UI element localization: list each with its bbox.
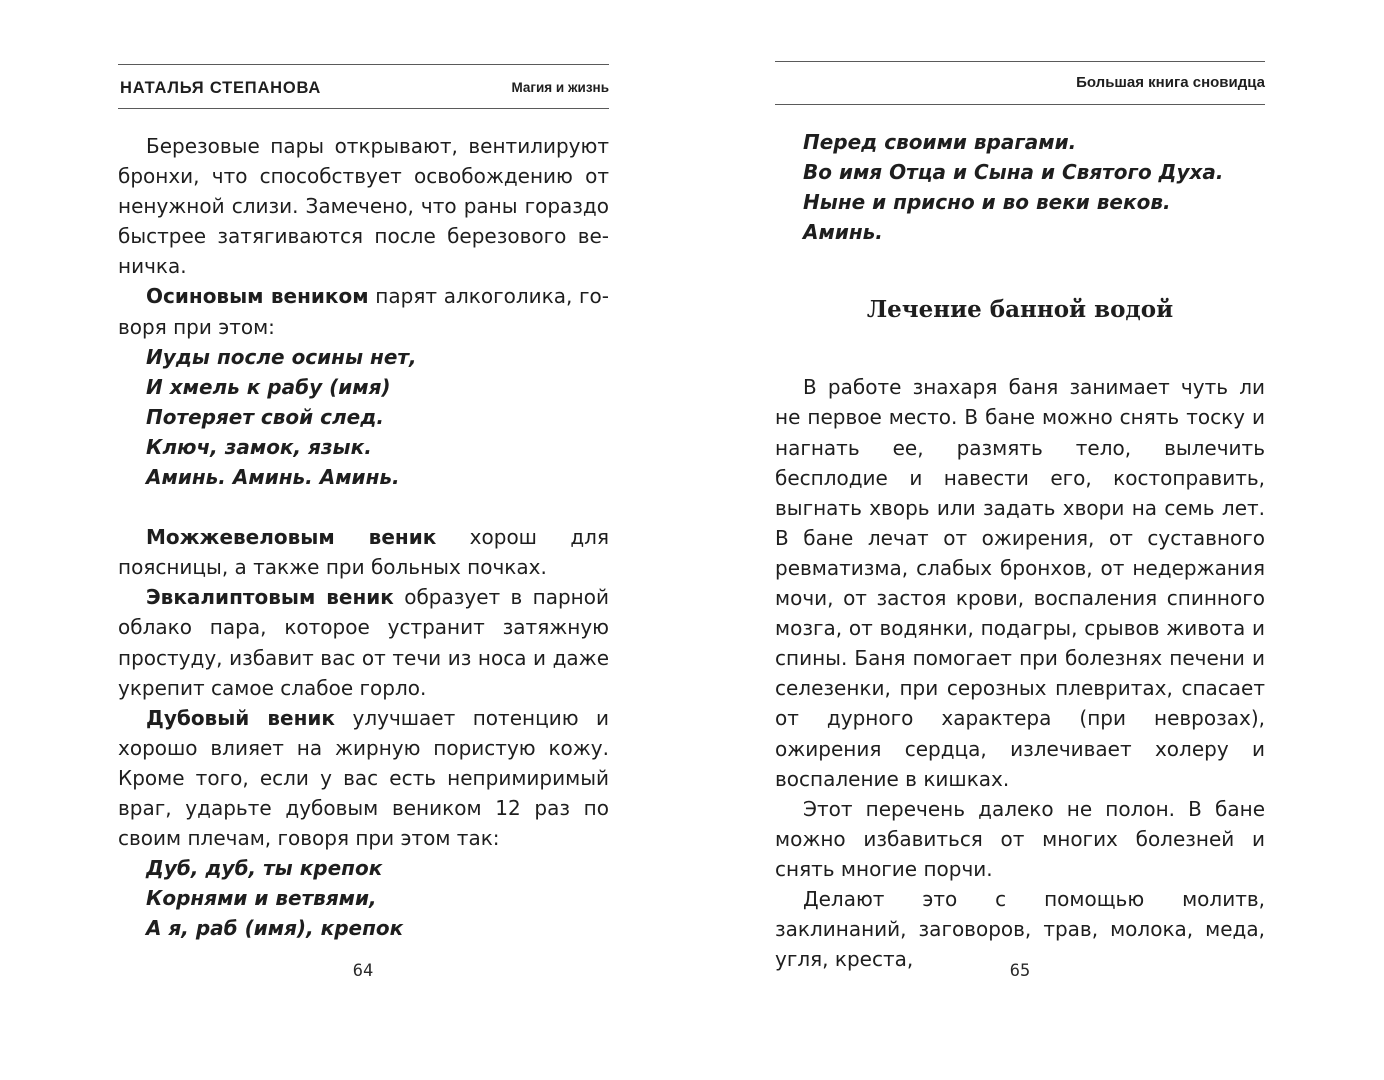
paragraph: Березовые пары открывают, вентилируют бронхи, что способствует освобождению от ненужной слизи. Замечено, что раны гораздо быстрее затягиваются после березового веничка. bbox=[118, 134, 609, 279]
running-head-book-title: Большая книга сновидца bbox=[1076, 74, 1265, 91]
header-rule-top bbox=[118, 64, 609, 65]
verse-line: Дуб, дуб, ты крепок bbox=[146, 856, 383, 881]
verse-line: Аминь. bbox=[803, 220, 883, 245]
term: Осиновым веником bbox=[146, 284, 369, 309]
verse-line: Корнями и ветвями, bbox=[146, 886, 377, 911]
page-number: 65 bbox=[1009, 961, 1031, 981]
paragraph: Эвкалиптовым веник образует в парной облако пара, которое устранит затяжную простуду, избавит вас от течи из носа и даже укрепит самое слабое горло. bbox=[118, 585, 609, 700]
verse-line: Во имя Отца и Сына и Святого Духа. bbox=[803, 160, 1224, 185]
verse-line: Ныне и присно и во веки веков. bbox=[803, 190, 1171, 215]
term: Эвкалиптовым веник bbox=[146, 585, 394, 610]
verse-line: А я, раб (имя), крепок bbox=[146, 916, 404, 941]
left-page-body bbox=[118, 131, 609, 943]
term: Можжевеловым веник bbox=[146, 525, 437, 550]
paragraph: Осиновым веником парят алкоголика, говоря при этом: bbox=[118, 284, 609, 339]
incantation-verse bbox=[775, 127, 1265, 247]
section-heading: Лечение банной водой bbox=[866, 296, 1174, 324]
verse-line: И хмель к рабу (имя) bbox=[146, 374, 391, 399]
paragraph: В работе знахаря баня занимает чуть ли не первое место. В бане можно снять тоску и нагнать ее, размять тело, вылечить бесплодие и навести его, костоправить, выгнать хворь или задать хвори на семь лет. В бане лечат от ожирения, от суставного ревматизма, слабых бронхов, от недержания мочи, от застоя крови, воспаления спинного мозга, от водянки, подагры, срывов живота и спины. Баня помогает при болезнях печени и селезенки, при серозных плевритах, спасает от дурного характера (при неврозах), ожирения сердца, излечивает холеру и воспаление в кишках. bbox=[775, 375, 1265, 791]
paragraph: Этот перечень далеко не полон. В бане можно избавиться от многих болезней и снять многие порчи. bbox=[775, 796, 1265, 881]
running-head-series: Магия и жизнь bbox=[511, 80, 609, 95]
paragraph: Можжевеловым веник хорош для поясницы, а также при больных почках. bbox=[118, 525, 609, 580]
running-head-author: НАТАЛЬЯ СТЕПАНОВА bbox=[120, 79, 322, 97]
right-page-body bbox=[775, 127, 1265, 974]
verse-line: Иуды после осины нет, bbox=[146, 344, 417, 369]
verse-line: Ключ, замок, язык. bbox=[146, 434, 372, 459]
verse-line: Потеряет свой след. bbox=[146, 404, 384, 429]
page-number: 64 bbox=[352, 961, 374, 981]
paragraph: Делают это с помощью молитв, заклинаний, заговоров, трав, молока, меда, угля, креста, bbox=[775, 886, 1265, 972]
header-rule-bottom bbox=[118, 108, 609, 109]
term: Дубовый веник bbox=[146, 705, 336, 730]
paragraph: Дубовый веник улучшает потенцию и хорошо влияет на жирную пористую кожу. Кроме того, если у вас есть непримиримый враг, ударьте дубовым веником 12 раз по своим плечам, говоря при этом так: bbox=[118, 705, 609, 851]
header-rule-bottom bbox=[775, 104, 1265, 105]
verse-line: Перед своими врагами. bbox=[803, 130, 1077, 154]
incantation-verse bbox=[118, 342, 609, 492]
header-rule-top bbox=[775, 61, 1265, 62]
verse-line: Аминь. Аминь. Аминь. bbox=[146, 465, 400, 490]
incantation-verse bbox=[118, 853, 609, 943]
